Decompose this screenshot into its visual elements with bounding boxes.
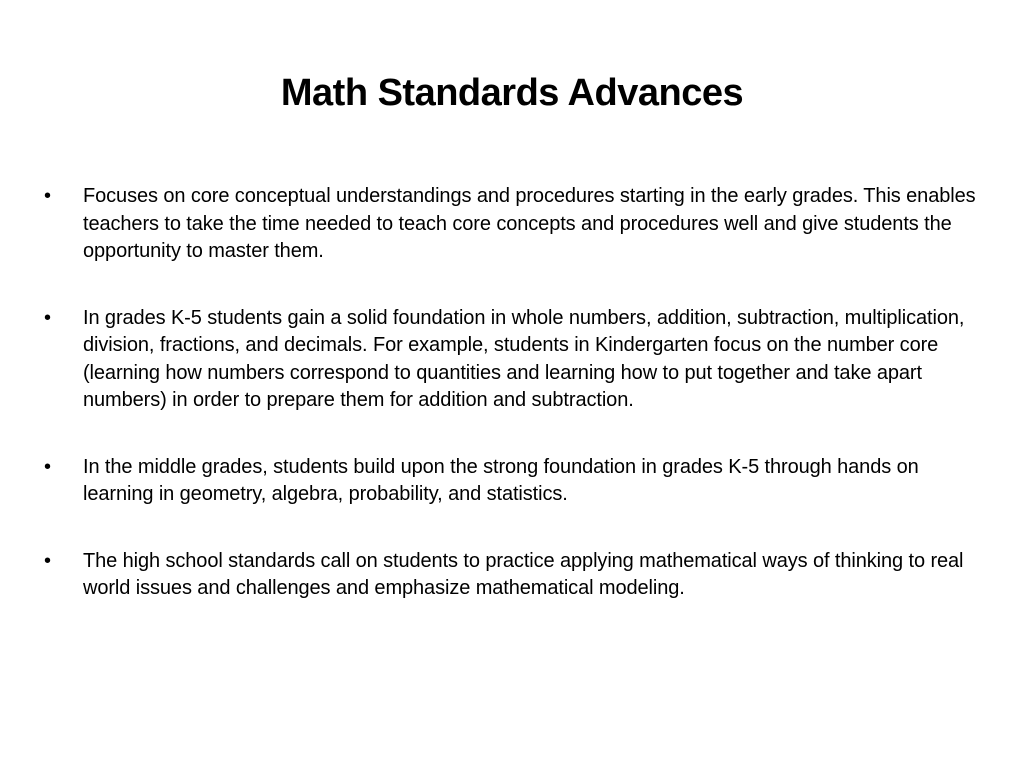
bullet-item [44, 454, 994, 509]
bullet-item [44, 183, 994, 266]
slide-title: Math Standards Advances [280, 72, 744, 114]
bullet-text: In the middle grades, students build upon the strong foundation in grades K-5 through hands on learning in geometry, algebra, probability, and statistics. [83, 455, 919, 505]
bullet-text: The high school standards call on students to practice applying mathematical ways of thinking to real world issues and challenges and emphasize mathematical modeling. [83, 549, 964, 599]
bullet-marker: • [44, 455, 51, 478]
bullet-list [44, 183, 994, 642]
bullet-item [44, 305, 994, 415]
bullet-item [44, 548, 994, 603]
bullet-marker: • [44, 549, 51, 572]
bullet-marker: • [44, 306, 51, 329]
bullet-marker: • [44, 185, 51, 207]
bullet-text: In grades K-5 students gain a solid foundation in whole numbers, addition, subtraction, multiplication, division, fractions, and decimals. For example, students in Kindergarten focus on the number core (learning how numbers correspond to quantities and learning how to put together and take apart numbers) in order to prepare them for addition and subtraction. [83, 306, 965, 411]
bullet-text: Focuses on core conceptual understandings and procedures starting in the early grades. This enables teachers to take the time needed to teach core concepts and procedures well and give students the opportunity to master them. [83, 185, 976, 262]
